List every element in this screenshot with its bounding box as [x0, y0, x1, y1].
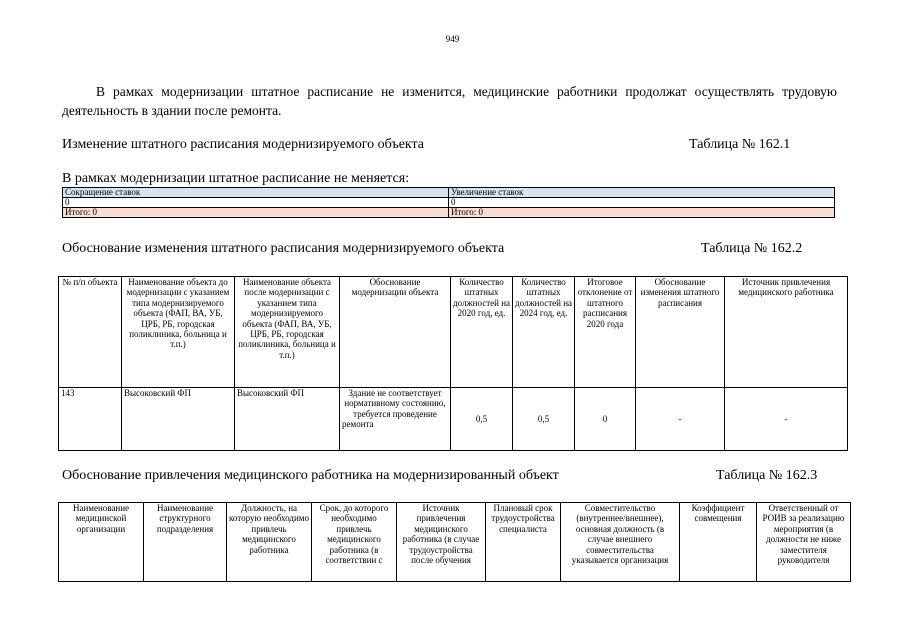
table-cell: 0 [449, 198, 835, 208]
header-cell: Количество штатных должностей на 2024 год, ед. [513, 277, 575, 388]
page-number: 949 [445, 34, 460, 44]
header-cell: Ответственный от РОИВ за реализацию мероприятия (в должности не ниже заместителя руководителя [757, 503, 851, 582]
header-cell: Плановый срок трудоустройства специалиста [486, 503, 561, 582]
table-cell: 143 [59, 388, 122, 451]
header-cell: Итоговое отклонение от штатного расписания 2020 года [575, 277, 636, 388]
header-cell: Наименование объекта до модернизации с указанием типа модернизируемого объекта (ФАП, ВА, УБ, ЦРБ, РБ, городская поликлиника, больница и т.п.) [122, 277, 235, 388]
intro-paragraph: В рамках модернизации штатное расписание не изменится, медицинские работники продолжат осуществлять трудовую деятельность в здании после ремонта. [62, 84, 837, 118]
table-cell: - [725, 388, 848, 451]
table-cell: Здание не соответствует нормативному состоянию, требуется проведение ремонта [340, 388, 451, 451]
header-cell: Срок, до которого необходимо привлечь медицинского работника (в соответствии с [312, 503, 397, 582]
table-header-row [59, 277, 848, 388]
header-cell: Обоснование модернизации объекта [340, 277, 451, 388]
header-cell: Совместительство (внутреннее/внешнее), основная должность (в случае внешнего совместительства указывается организация [561, 503, 680, 582]
table-row [59, 388, 848, 451]
section3-title: Обоснование привлечения медицинского работника на модернизированный объект [62, 468, 559, 483]
table-header-row [59, 503, 851, 582]
section3-table-label: Таблица № 162.3 [716, 468, 818, 483]
table-cell: Высоковский ФП [235, 388, 340, 451]
table-cell: 0 [575, 388, 636, 451]
header-cell: Источник привлечения медицинского работника [725, 277, 848, 388]
header-cell: Сокращение ставок [63, 188, 449, 198]
section1-title: Изменение штатного расписания модернизируемого объекта [62, 137, 425, 152]
header-cell: Наименование объекта после модернизации с указанием типа модернизируемого объекта (ФАП, ВА, УБ, ЦРБ, РБ, городская поликлиника, больница и т.п.) [235, 277, 340, 388]
header-cell: Наименование медицинской организации [59, 503, 144, 582]
section1-table-label: Таблица № 162.1 [689, 137, 791, 152]
header-cell: Источник привлечения медицинского работника (в случае трудоустройства после обучения [397, 503, 486, 582]
table-cell: Высоковский ФП [122, 388, 235, 451]
worker-attraction-table [58, 502, 851, 582]
table-cell: 0,5 [513, 388, 575, 451]
total-cell: Итого: 0 [63, 208, 449, 218]
table-row [63, 198, 835, 208]
section2-title: Обоснование изменения штатного расписания модернизируемого объекта [62, 241, 505, 256]
header-cell: Должность, на которую необходимо привлечь медицинского работника [227, 503, 312, 582]
staffing-change-table [62, 187, 835, 218]
header-cell: Обоснование изменения штатного расписания [636, 277, 725, 388]
header-cell: Наименование структурного подразделения [144, 503, 227, 582]
total-cell: Итого: 0 [449, 208, 835, 218]
header-cell: Количество штатных должностей на 2020 год, ед. [451, 277, 513, 388]
table-cell: 0 [63, 198, 449, 208]
section2-table-label: Таблица № 162.2 [701, 241, 803, 256]
table-cell: - [636, 388, 725, 451]
section1-note: В рамках модернизации штатное расписание не меняется: [62, 171, 410, 186]
staffing-justification-table [58, 276, 848, 451]
header-cell: Коэффициент совмещения [680, 503, 757, 582]
header-cell: № п/п объекта [59, 277, 122, 388]
header-cell: Увеличение ставок [449, 188, 835, 198]
totals-row [63, 208, 835, 218]
table-cell: 0,5 [451, 388, 513, 451]
table-header-row [63, 188, 835, 198]
